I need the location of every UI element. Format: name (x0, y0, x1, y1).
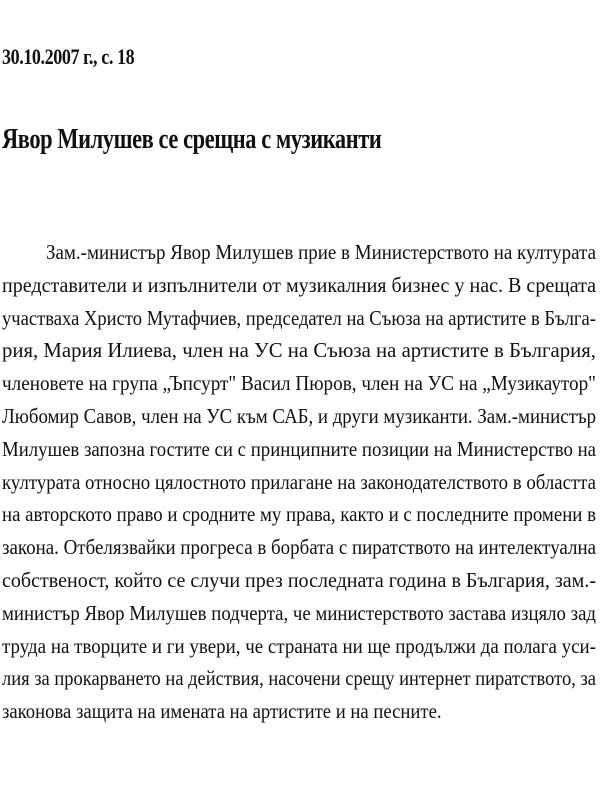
article-line-text: рия, Мария Илиева, член на УС на Съюза на артистите в България, (2, 338, 596, 363)
article-line-text: закона. Отбелязвайки прогреса в борбата с пиратството на интелектуална (2, 535, 596, 560)
article-line-text: културата относно цялостното прилагане на законодателството в областта (2, 469, 596, 494)
article-line-text: участваха Христо Мутафчиев, председател на Съюза на артистите в Бълга- (2, 305, 596, 330)
article-line (2, 269, 596, 302)
article-line (2, 630, 596, 663)
article-line-text: министър Явор Милушев подчерта, че министерството застава изцяло зад (2, 600, 596, 625)
article-line (2, 531, 596, 564)
article-line (2, 334, 596, 367)
article-line-text: Зам.-министър Явор Милушев прие в Министерството на културата (46, 240, 596, 264)
article-line-text: собственост, който се случи през последната година в България, зам.- (2, 567, 596, 592)
article-line-text: Милушев запозна гостите си с принципните позиции на Министерство на (2, 436, 596, 461)
article-line (2, 302, 596, 335)
article-line (2, 367, 596, 400)
article-line-text: законова защита на имената на артистите и на песните. (2, 699, 442, 724)
newspaper-logo (2, 4, 70, 38)
article-line-text: труда на творците и ги увери, че страната ни ще продължи да полага уси- (2, 633, 596, 658)
article-line-text: представители и изпълнители от музикалния бизнес у нас. В срещата (2, 272, 596, 297)
article-line (2, 564, 596, 597)
article-body (2, 236, 596, 728)
article-line (2, 498, 596, 531)
article-line (2, 466, 596, 499)
article-line (2, 236, 596, 269)
article-line (2, 400, 596, 433)
article-line-text: Любомир Савов, член на УС към САБ, и други музиканти. Зам.-министър (2, 403, 596, 428)
publication-dateline: 30.10.2007 г., с. 18 (2, 44, 135, 69)
article-line (2, 662, 596, 695)
article-headline: Явор Милушев се срещна с музиканти (2, 124, 382, 155)
article-line (2, 433, 596, 466)
article-line-text: на авторското право и сродните му права, както и с последните промени в (2, 502, 596, 527)
article-line-text: членовете на група „Ъпсурт" Васил Пюров, член на УС на „Музикаутор" (2, 371, 596, 396)
article-line (2, 597, 596, 630)
article-line (2, 695, 596, 728)
article-line-text: лия за прокарването на действия, насочени срещу интернет пиратството, за (2, 666, 596, 691)
